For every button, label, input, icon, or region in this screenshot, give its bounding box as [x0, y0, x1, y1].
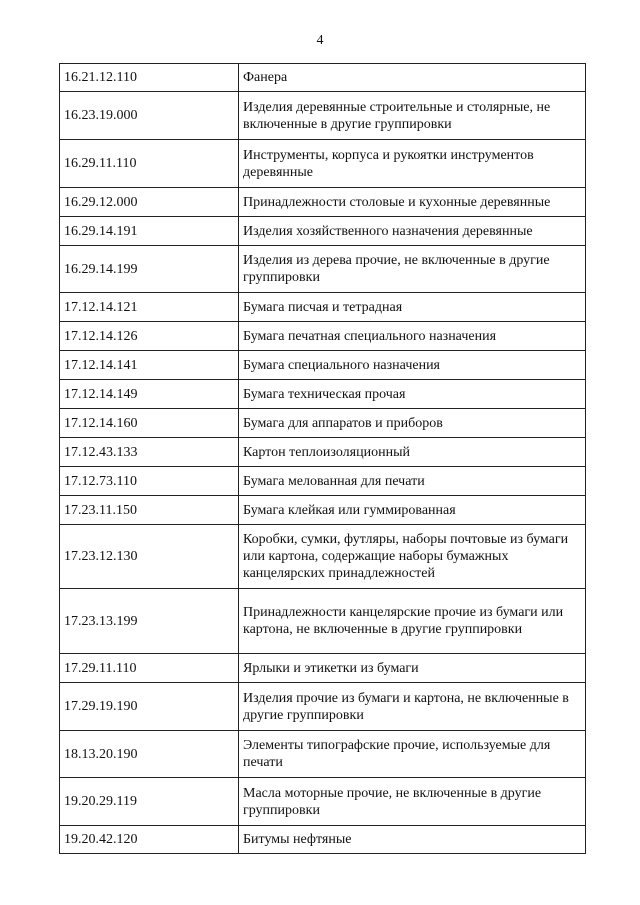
row-description: Принадлежности столовые и кухонные деревянные: [239, 188, 586, 217]
row-description: Ярлыки и этикетки из бумаги: [239, 654, 586, 683]
row-description: Масла моторные прочие, не включенные в другие группировки: [239, 778, 586, 826]
row-code: 19.20.29.119: [60, 778, 239, 826]
table-row: [60, 92, 586, 140]
row-code: 17.23.13.199: [60, 589, 239, 654]
table-row: [60, 140, 586, 188]
row-code: 16.29.14.191: [60, 217, 239, 246]
row-code: 16.29.14.199: [60, 246, 239, 293]
table-row: [60, 496, 586, 525]
row-description: Бумага писчая и тетрадная: [239, 293, 586, 322]
table-row: [60, 351, 586, 380]
row-code: 17.12.14.126: [60, 322, 239, 351]
row-description: Коробки, сумки, футляры, наборы почтовые из бумаги или картона, содержащие наборы бумажных канцелярских принадлежностей: [239, 525, 586, 589]
table-row: [60, 188, 586, 217]
row-code: 19.20.42.120: [60, 826, 239, 854]
row-description: Изделия деревянные строительные и столярные, не включенные в другие группировки: [239, 92, 586, 140]
table-row: [60, 293, 586, 322]
codes-table: [59, 63, 586, 854]
table-row: [60, 654, 586, 683]
table-row: [60, 409, 586, 438]
row-code: 17.23.12.130: [60, 525, 239, 589]
row-description: Бумага специального назначения: [239, 351, 586, 380]
table-row: [60, 380, 586, 409]
row-code: 17.12.14.149: [60, 380, 239, 409]
table-row: [60, 731, 586, 778]
table-row: [60, 683, 586, 731]
row-description: Изделия хозяйственного назначения деревянные: [239, 217, 586, 246]
row-description: Изделия прочие из бумаги и картона, не включенные в другие группировки: [239, 683, 586, 731]
row-description: Изделия из дерева прочие, не включенные в другие группировки: [239, 246, 586, 293]
row-description: Битумы нефтяные: [239, 826, 586, 854]
row-code: 17.29.19.190: [60, 683, 239, 731]
row-code: 17.12.14.160: [60, 409, 239, 438]
page-number: 4: [316, 33, 324, 48]
row-code: 17.12.14.141: [60, 351, 239, 380]
row-description: Фанера: [239, 64, 586, 92]
row-code: 16.21.12.110: [60, 64, 239, 92]
row-description: Бумага мелованная для печати: [239, 467, 586, 496]
row-code: 16.29.12.000: [60, 188, 239, 217]
row-description: Инструменты, корпуса и рукоятки инструментов деревянные: [239, 140, 586, 188]
row-description: Элементы типографские прочие, используемые для печати: [239, 731, 586, 778]
row-code: 16.23.19.000: [60, 92, 239, 140]
row-code: 16.29.11.110: [60, 140, 239, 188]
table-row: [60, 322, 586, 351]
table-row: [60, 64, 586, 92]
row-code: 17.12.14.121: [60, 293, 239, 322]
table-row: [60, 525, 586, 589]
row-description: Бумага для аппаратов и приборов: [239, 409, 586, 438]
table-row: [60, 589, 586, 654]
row-code: 17.29.11.110: [60, 654, 239, 683]
row-description: Бумага техническая прочая: [239, 380, 586, 409]
row-code: 17.12.43.133: [60, 438, 239, 467]
table-row: [60, 217, 586, 246]
table-row: [60, 778, 586, 826]
row-description: Бумага клейкая или гуммированная: [239, 496, 586, 525]
row-description: Картон теплоизоляционный: [239, 438, 586, 467]
row-description: Принадлежности канцелярские прочие из бумаги или картона, не включенные в другие группировки: [239, 589, 586, 654]
table-row: [60, 438, 586, 467]
row-code: 17.23.11.150: [60, 496, 239, 525]
row-code: 17.12.73.110: [60, 467, 239, 496]
row-description: Бумага печатная специального назначения: [239, 322, 586, 351]
table-row: [60, 467, 586, 496]
table-row: [60, 826, 586, 854]
table-row: [60, 246, 586, 293]
row-code: 18.13.20.190: [60, 731, 239, 778]
